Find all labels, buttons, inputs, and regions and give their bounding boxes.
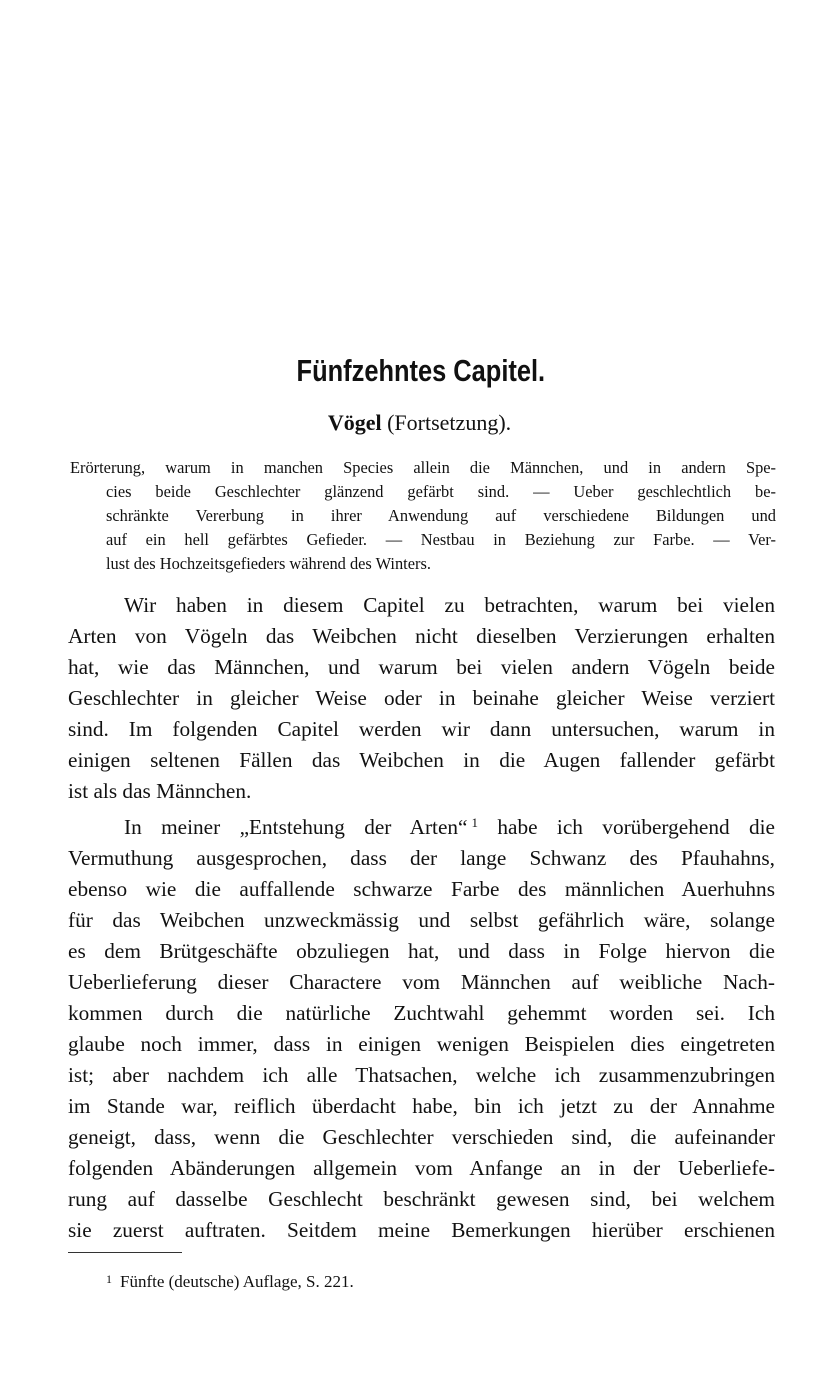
text-line: Ueberlieferung dieser Charactere vom Männchen auf weibliche Nach- [68, 970, 775, 994]
subtitle-continuation: (Fortsetzung). [381, 410, 512, 435]
text-line: sind. Im folgenden Capitel werden wir dann untersuchen, warum in [68, 717, 775, 741]
text-line: folgenden Abänderungen allgemein vom Anfange an in der Ueberliefe- [68, 1156, 775, 1180]
footnote-mark: 1 [106, 1272, 112, 1286]
text-line: rung auf dasselbe Geschlecht beschränkt gewesen sind, bei welchem [68, 1187, 775, 1211]
footnote-text: Fünfte (deutsche) Auflage, S. 221. [120, 1272, 354, 1291]
text-line: Wir haben in diesem Capitel zu betrachten, warum bei vielen [124, 593, 775, 617]
footnote-divider [68, 1252, 182, 1253]
summary-line: schränkte Vererbung in ihrer Anwendung auf verschiedene Bildungen und [106, 506, 776, 525]
body-text [68, 590, 775, 1246]
chapter-subtitle [0, 410, 839, 436]
chapter-title: Fünfzehntes Capitel. [296, 353, 546, 388]
text-line: glaube noch immer, dass in einigen wenigen Beispielen dies eingetreten [68, 1032, 775, 1056]
paragraph-1 [68, 590, 775, 807]
text-line: hat, wie das Männchen, und warum bei vielen andern Vögeln beide [68, 655, 775, 679]
text-line: ist; aber nachdem ich alle Thatsachen, welche ich zusammenzubringen [68, 1063, 775, 1087]
text-line: es dem Brütgeschäfte obzuliegen hat, und dass in Folge hiervon die [68, 939, 775, 963]
summary-line: auf ein hell gefärbtes Gefieder. — Nestbau in Beziehung zur Farbe. — Ver- [106, 530, 776, 549]
text-line: einigen seltenen Fällen das Weibchen in die Augen fallender gefärbt [68, 748, 775, 772]
text-line: für das Weibchen unzweckmässig und selbst gefährlich wäre, solange [68, 908, 775, 932]
paragraph-2 [68, 807, 775, 1246]
chapter-summary [70, 456, 776, 576]
text-line: sie zuerst auftraten. Seitdem meine Bemerkungen hierüber erschienen [68, 1218, 775, 1242]
text-line: Arten von Vögeln das Weibchen nicht dieselben Verzierungen erhalten [68, 624, 775, 648]
text-segment: In meiner „Entstehung der Arten“ [124, 815, 468, 839]
text-segment: habe ich vorübergehend die [497, 815, 776, 839]
subtitle-topic: Vögel [327, 410, 382, 435]
text-line: ist als das Männchen. [68, 779, 252, 803]
summary-line: Erörterung, warum in manchen Species allein die Männchen, und in andern Spe- [70, 458, 776, 477]
text-line: Vermuthung ausgesprochen, dass der lange Schwanz des Pfauhahns, [68, 846, 775, 870]
footnote-reference[interactable]: 1 [471, 815, 479, 830]
summary-line: cies beide Geschlechter glänzend gefärbt sind. — Ueber geschlechtlich be- [106, 482, 776, 501]
text-line: ebenso wie die auffallende schwarze Farbe des männlichen Auerhuhns [68, 877, 775, 901]
text-line: kommen durch die natürliche Zuchtwahl gehemmt worden sei. Ich [68, 1001, 775, 1025]
text-line: Geschlechter in gleicher Weise oder in beinahe gleicher Weise verziert [68, 686, 775, 710]
footnote [106, 1268, 354, 1293]
summary-line: lust des Hochzeitsgefieders während des Winters. [106, 554, 431, 573]
text-line: geneigt, dass, wenn die Geschlechter verschieden sind, die aufeinander [68, 1125, 775, 1149]
text-line: im Stande war, reiflich überdacht habe, bin ich jetzt zu der Annahme [68, 1094, 775, 1118]
text-line [68, 807, 775, 843]
